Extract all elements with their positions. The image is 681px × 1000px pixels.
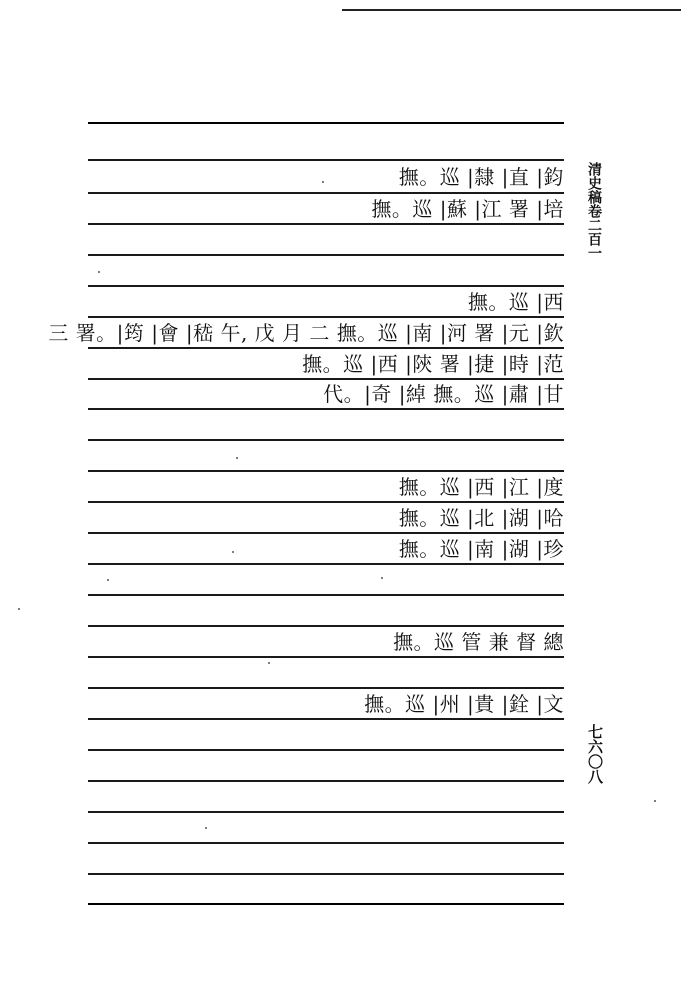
scan-speck [381, 577, 383, 579]
table-rows [48, 0, 564, 1000]
row-text: 撫。巡 |隸 |直 |鈞 [398, 164, 564, 189]
row-text: 撫。巡 |州 |貴 |銓 |文 [364, 691, 564, 716]
row-text: 撫。巡 |南 |湖 |珍 [398, 536, 564, 561]
scan-speck [107, 579, 109, 581]
row-text: 撫。巡 管 兼 督 總 [393, 629, 564, 654]
row-text: 撫。巡 |蘇 |江 署 |培 [371, 196, 564, 221]
table-row [393, 626, 564, 657]
table-row [399, 161, 564, 192]
row-text: 撫。巡 |西 [467, 289, 564, 314]
table-row [323, 378, 564, 409]
row-text: 撫。巡 |北 |湖 |哈 [398, 505, 564, 530]
table-row [399, 471, 564, 502]
row-text: 三 署。|筠 |會 |嵇 午, 戊 月 二 撫。巡 |南 |河 署 |元 |欽 [48, 320, 564, 345]
volume-title: 清史稿卷二百一 [586, 162, 602, 260]
scan-speck [232, 551, 234, 553]
scan-speck [98, 271, 100, 273]
row-text: 撫。巡 |西 |江 |度 [398, 474, 564, 499]
scan-speck [322, 181, 324, 183]
table-row [399, 502, 564, 533]
table-row [48, 317, 564, 348]
scan-speck [268, 662, 270, 664]
page-number: 七六〇八 [586, 724, 604, 784]
scan-speck [205, 827, 207, 829]
scan-speck [18, 608, 20, 610]
scan-speck [654, 800, 656, 802]
table-row [468, 286, 564, 317]
scan-speck [236, 457, 238, 459]
row-text: 撫。巡 |西 |陝 署 |捷 |時 |范 [302, 351, 564, 376]
table-row [302, 348, 564, 379]
table-row [364, 688, 564, 719]
row-text: 代。|奇 |綽 撫。巡 |肅 |甘 [323, 381, 564, 406]
table-row [371, 193, 564, 224]
table-row [399, 533, 564, 564]
